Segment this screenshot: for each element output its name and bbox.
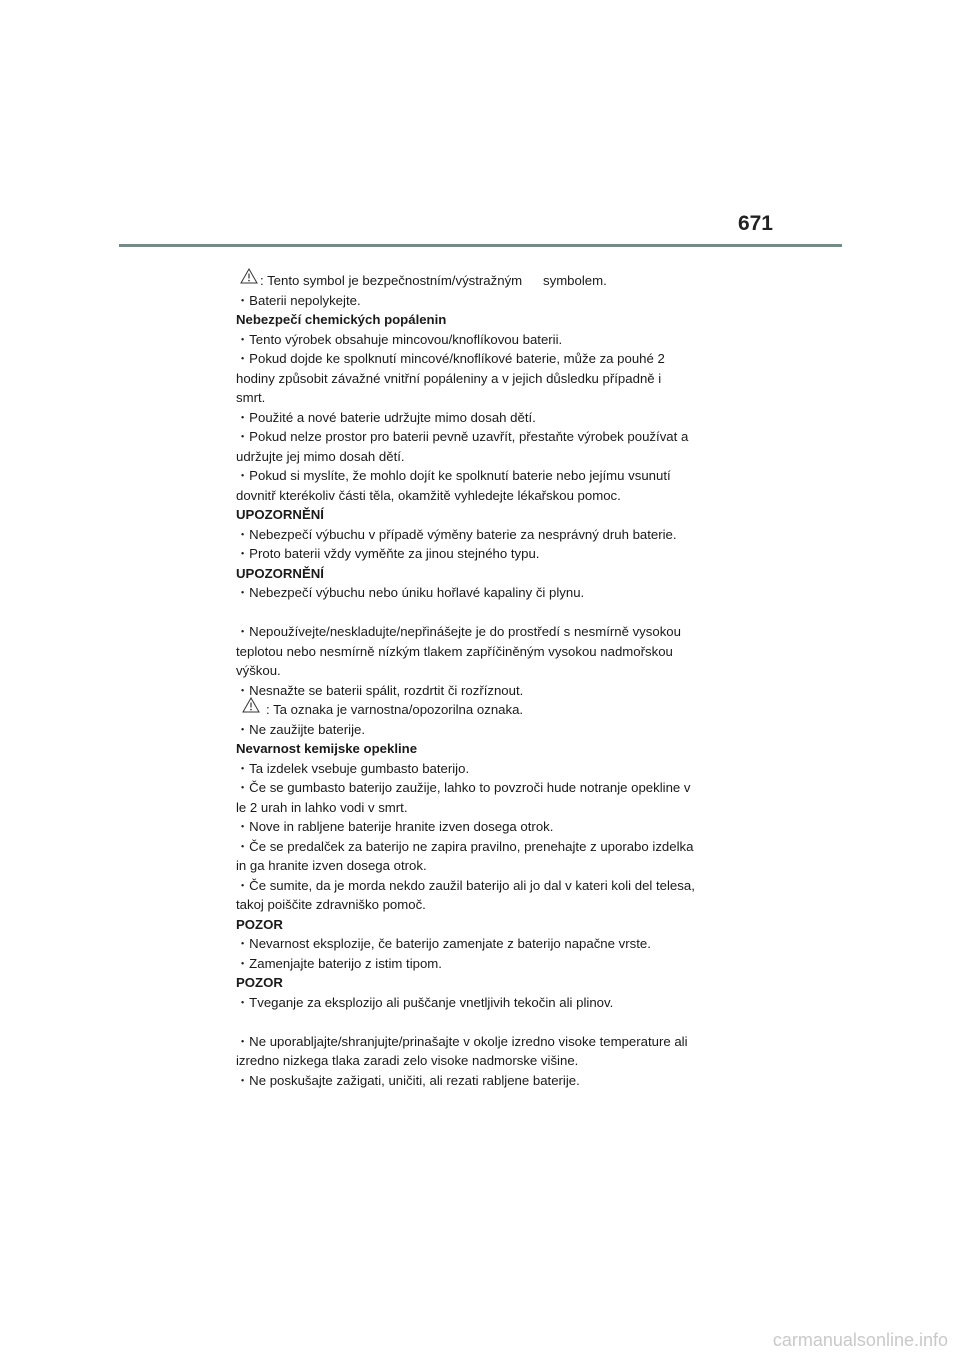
czech-section — [236, 271, 688, 700]
czech-symbol-text: : Tento symbol je bezpečnostním/výstražným — [260, 273, 523, 288]
text-line: ・Nepoužívejte/neskladujte/nepřinášejte je do prostředí s nesmírně vysokou — [236, 624, 681, 639]
watermark-footer: carmanualsonline.info — [772, 1330, 948, 1350]
text-line — [236, 603, 688, 623]
text-line: ・Pokud nelze prostor pro baterii pevně uzavřít, přestaňte výrobek používat a — [236, 429, 689, 444]
text-line: ・Tento výrobek obsahuje mincovou/knoflíkovou baterii. — [236, 331, 563, 347]
text-line: ・Ne poskušajte zažigati, uničiti, ali rezati rabljene baterije. — [236, 1072, 580, 1088]
text-line: ・Proto baterii vždy vyměňte za jinou stejného typu. — [236, 546, 540, 561]
text-line: ・Baterii nepolykejte. — [236, 292, 361, 308]
text-line — [236, 1012, 695, 1032]
text-line: ・Nevarnost eksplozije, če baterijo zamenjate z baterijo napačne vrste. — [236, 936, 651, 951]
section-heading: Nebezpečí chemických popálenin — [236, 312, 447, 327]
header-rule — [119, 244, 842, 247]
text-line: izredno nizkega tlaka zaradi zelo visoke nadmorske višine. — [236, 1053, 579, 1068]
text-line: smrt. — [236, 390, 266, 405]
text-line: in ga hranite izven dosega otrok. — [236, 858, 427, 873]
text-line: ・Ta izdelek vsebuje gumbasto baterijo. — [236, 760, 470, 776]
text-line: dovnitř kterékoliv části těla, okamžitě vyhledejte lékařskou pomoc. — [236, 487, 621, 503]
slovenian-symbol-text: : Ta oznaka je varnostna/opozorilna oznaka. — [266, 702, 524, 717]
section-heading: POZOR — [236, 916, 283, 932]
text-line: ・Zamenjajte baterijo z istim tipom. — [236, 955, 442, 971]
text-line: ・Če se gumbasto baterijo zaužije, lahko to povzroči hude notranje opekline v — [236, 780, 691, 795]
text-line: ・Nebezpečí výbuchu nebo úniku hořlavé kapaliny či plynu. — [236, 585, 585, 600]
text-line: ・Če se predalček za baterijo ne zapira pravilno, prenehajte z uporabo izdelka — [236, 838, 694, 854]
text-line: ・Nesnažte se baterii spálit, rozdrtit či rozříznout. — [236, 682, 524, 698]
text-line: teplotou nebo nesmírně nízkým tlakem zapříčiněným vysokou nadmořskou — [236, 643, 673, 659]
warning-triangle-icon — [240, 268, 258, 284]
czech-lines — [236, 291, 688, 701]
text-line: ・Če sumite, da je morda nekdo zaužil baterijo ali jo dal v kateri koli del telesa, — [236, 877, 695, 893]
section-heading: UPOZORNĚNÍ — [236, 565, 324, 581]
text-line: le 2 urah in lahko vodi v smrt. — [236, 799, 408, 815]
text-line: ・Ne zaužijte baterije. — [236, 721, 366, 737]
text-line: ・Pokud dojde ke spolknutí mincové/knoflíkové baterie, může za pouhé 2 — [236, 351, 665, 366]
section-heading: UPOZORNĚNÍ — [236, 507, 324, 522]
czech-symbol-note — [236, 271, 688, 291]
text-line: ・Tveganje za eksplozijo ali puščanje vnetljivih tekočin ali plinov. — [236, 994, 614, 1010]
text-line: hodiny způsobit závažné vnitřní popáleniny a v jejich důsledku případně i — [236, 370, 662, 386]
warning-triangle-icon — [242, 697, 260, 713]
section-heading: POZOR — [236, 975, 283, 990]
text-line: ・Pokud si myslíte, že mohlo dojít ke spolknutí baterie nebo jejímu vsunutí — [236, 468, 671, 483]
czech-symbol-text-end: symbolem. — [543, 273, 607, 288]
text-line: ・Použité a nové baterie udržujte mimo dosah dětí. — [236, 409, 536, 425]
text-line: udržujte jej mimo dosah dětí. — [236, 448, 405, 464]
text-line: ・Ne uporabljajte/shranjujte/prinašajte v okolje izredno visoke temperature ali — [236, 1033, 688, 1049]
page-number: 671 — [737, 212, 773, 235]
slovenian-lines — [236, 720, 695, 1091]
text-line: ・Nebezpečí výbuchu v případě výměny baterie za nesprávný druh baterie. — [236, 526, 677, 542]
text-line: ・Nove in rabljene baterije hranite izven dosega otrok. — [236, 819, 554, 834]
text-line: takoj poiščite zdravniško pomoč. — [236, 897, 426, 912]
section-heading: Nevarnost kemijske opekline — [236, 741, 418, 756]
slovenian-symbol-note — [236, 700, 695, 720]
text-line: výškou. — [236, 663, 281, 678]
slovenian-section — [236, 700, 695, 1090]
